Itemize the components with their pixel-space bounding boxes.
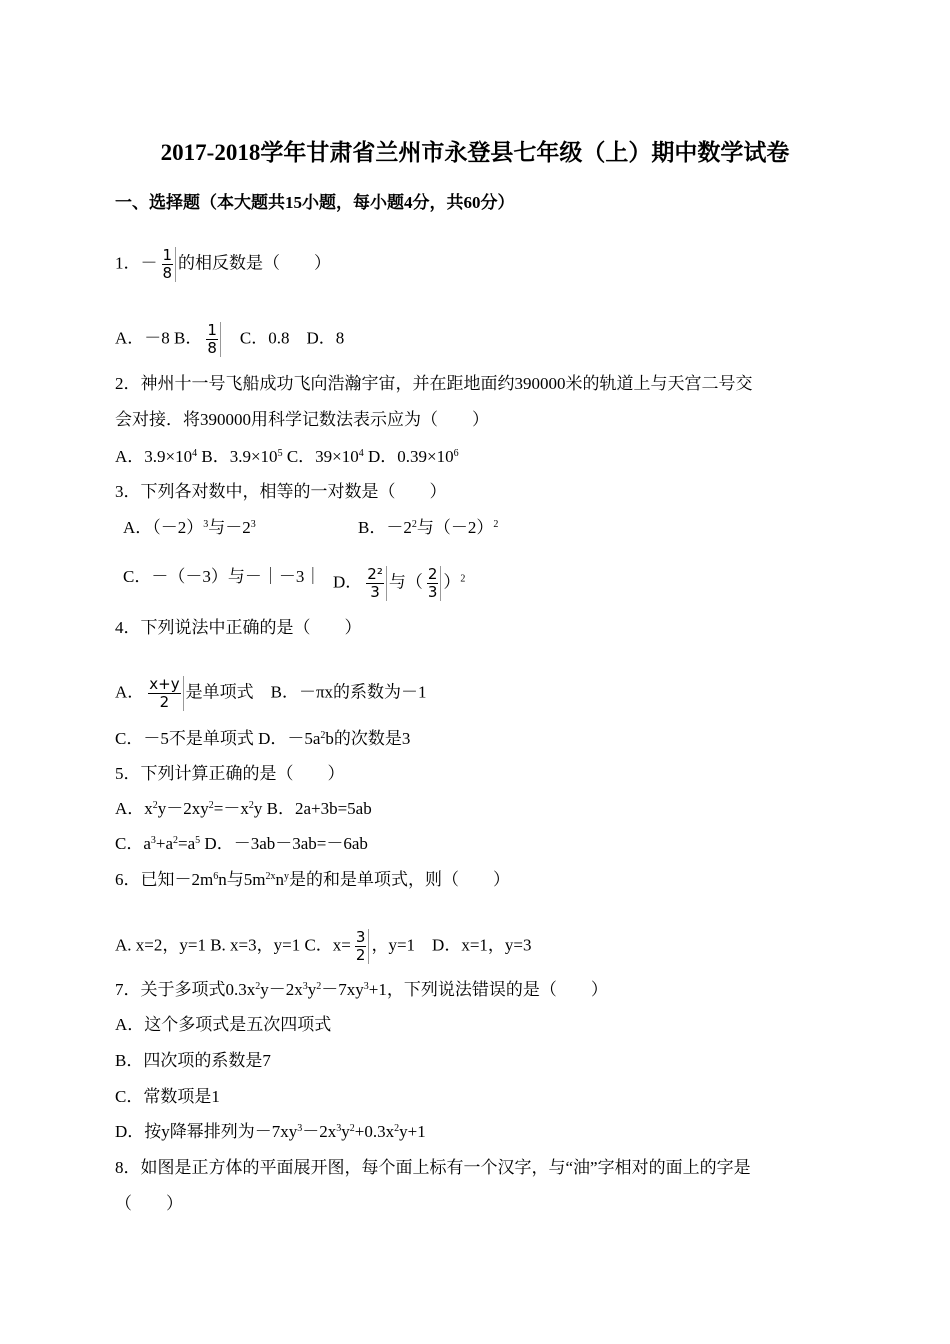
question-7-option-b: B．四次项的系数是7 — [115, 1051, 271, 1070]
question-3-option-d: D． $\frac{\text{2²}}{3}$ 与（ $\frac{2}{3}$ ）$^2$ — [333, 565, 466, 601]
question-2-line-2: 会对接．将390000用科学记数法表示应为（ ） — [115, 410, 489, 429]
question-1-options: A．－8 B． $\frac{1}{8}$ C．0.8 D．8 — [115, 321, 345, 357]
question-5-options-cd: C．$a^3+a^2=a^5$ D．－3ab－3ab=－6ab — [115, 834, 368, 853]
q4-a-fraction: $\frac{x+y}{2}$ — [146, 676, 183, 711]
page-title: 2017-2018学年甘肃省兰州市永登县七年级（上）期中数学试卷 — [160, 140, 790, 165]
question-3-option-b: B．$-2^2$与$(-2)^2$ — [358, 518, 499, 537]
question-2-line-1: 2．神州十一号飞船成功飞向浩瀚宇宙，并在距地面约390000米的轨道上与天宫二号交 — [115, 374, 753, 393]
question-5-stem: 5．下列计算正确的是（ ） — [115, 764, 345, 783]
question-6-options: A. x=2，y=1 B. x=3，y=1 C．x= $\frac{3}{2}$ ，y=1 D．x=1，y=3 — [115, 928, 532, 964]
q3-d-fraction-1: $\frac{\text{2²}}{3}$ — [364, 566, 387, 601]
question-7-stem: 7．关于多项式$0.3x^2y-2x^3y^2-7xy^3+1$，下列说法错误的是（ ） — [115, 980, 608, 999]
question-4-stem: 4．下列说法中正确的是（ ） — [115, 618, 362, 637]
q1-text: 的相反数是（ ） — [178, 253, 332, 273]
question-7-option-c: C．常数项是1 — [115, 1087, 220, 1106]
section-heading: 一、选择题（本大题共15小题，每小题4分，共60分） — [115, 193, 515, 212]
q1-option-b-fraction: $\frac{1}{8}$ — [204, 322, 221, 357]
question-3-option-c: C．－（－3）与－｜－3｜ — [123, 567, 322, 586]
question-1 — [115, 247, 331, 282]
q3-d-fraction-2: $\frac{2}{3}$ — [425, 566, 442, 601]
question-3-option-a: A．$(-2)^3$与$-2^3$ — [123, 518, 256, 537]
q1-fraction: $\frac{1}{8}$ — [160, 247, 177, 282]
question-5-options-ab: A．$x^2y-2xy^2=-x^2y$ B．2a+3b=5ab — [115, 799, 372, 818]
question-8-line-2: （ ） — [115, 1194, 183, 1213]
question-8-line-1: 8．如图是正方体的平面展开图，每个面上标有一个汉字，与“油”字相对的面上的字是 — [115, 1158, 751, 1177]
question-4-options-cd: C．－5不是单项式 D．$-5a^2b$的次数是3 — [115, 729, 411, 748]
q6-c-fraction: $\frac{3}{2}$ — [353, 929, 370, 964]
question-4-options-ab: A． $\frac{x+y}{2}$ 是单项式 B．－πx的系数为－1 — [115, 675, 427, 711]
question-2-options: A．$3.9\times 10^4$ B．$3.9\times 10^5$ C．$39\times 10^4$ D．$0.39\times 10^6$ — [115, 447, 459, 466]
question-7-option-a: A．这个多项式是五次四项式 — [115, 1015, 332, 1034]
question-3-stem: 3．下列各对数中，相等的一对数是（ ） — [115, 482, 447, 501]
q1-prefix: 1．－ — [115, 253, 158, 273]
question-7-option-d: D．按y降幂排列为$-7xy^3-2x^3y^2+0.3x^2y+1$ — [115, 1122, 426, 1141]
question-6-stem: 6．已知$-2m^6n$与$5m^{2x}n^y$是的和是单项式，则（ ） — [115, 870, 510, 889]
